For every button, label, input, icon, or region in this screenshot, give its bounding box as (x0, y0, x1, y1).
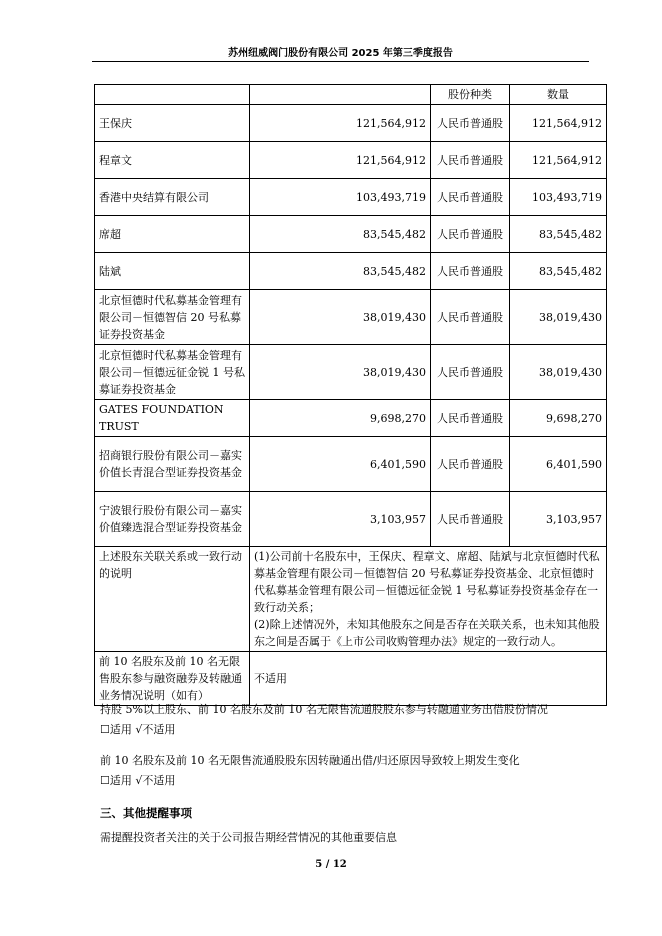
holder-quantity: 121,564,912 (510, 105, 607, 142)
holder-share-type: 人民币普通股 (431, 105, 510, 142)
holder-share-type: 人民币普通股 (431, 179, 510, 216)
table-row (95, 179, 607, 216)
holder-shares: 83,545,482 (250, 216, 431, 253)
header-cell-shares (250, 85, 431, 105)
holder-quantity: 9,698,270 (510, 400, 607, 437)
header-cell-share-type: 股份种类 (431, 85, 510, 105)
holder-quantity: 6,401,590 (510, 437, 607, 492)
table-row (95, 105, 607, 142)
holder-shares: 38,019,430 (250, 345, 431, 400)
holder-quantity: 38,019,430 (510, 345, 607, 400)
holder-name: 宁波银行股份有限公司－嘉实价值臻选混合型证券投资基金 (95, 492, 250, 547)
related-party-note-2: (2)除上述情况外，未知其他股东之间是否存在关联关系，也未知其他股东之间是否属于《上市公司收购管理办法》规定的一致行动人。 (254, 618, 600, 648)
refinancing-change-paragraph (100, 751, 520, 791)
holder-name: 席超 (95, 216, 250, 253)
holder-quantity: 83,545,482 (510, 216, 607, 253)
refinancing-lending-text: 持股 5%以上股东、前 10 名股东及前 10 名无限售流通股股东参与转融通业务出借股份情况 (100, 703, 548, 716)
header-cell-quantity: 数量 (510, 85, 607, 105)
holder-name: 招商银行股份有限公司－嘉实价值长青混合型证券投资基金 (95, 437, 250, 492)
holder-shares: 38,019,430 (250, 290, 431, 345)
page-number: 5 / 12 (315, 859, 347, 870)
refinancing-lending-options: ☐适用 √不适用 (100, 723, 176, 736)
refinancing-change-options: ☐适用 √不适用 (100, 774, 176, 787)
holder-share-type: 人民币普通股 (431, 400, 510, 437)
holder-share-type: 人民币普通股 (431, 216, 510, 253)
holder-quantity: 121,564,912 (510, 142, 607, 179)
holder-shares: 83,545,482 (250, 253, 431, 290)
margin-trading-label: 前 10 名股东及前 10 名无限售股东参与融资融券及转融通业务情况说明（如有） (95, 652, 250, 706)
holder-name: GATES FOUNDATION TRUST (95, 400, 250, 437)
table-row (95, 216, 607, 253)
related-party-note-1: (1)公司前十名股东中，王保庆、程章文、席超、陆斌与北京恒德时代私募基金管理有限公司－恒德智信 20 号私募证券投资基金、北京恒德时代私募基金管理有限公司－恒德远征金锐 1 号私募证券投资基金存在一致行动关系； (254, 550, 600, 614)
holder-shares: 9,698,270 (250, 400, 431, 437)
refinancing-change-text: 前 10 名股东及前 10 名无限售流通股股东因转融通出借/归还原因导致较上期发生变化 (100, 754, 520, 767)
holder-share-type: 人民币普通股 (431, 142, 510, 179)
holder-name: 陆斌 (95, 253, 250, 290)
related-party-note (250, 547, 607, 652)
holder-share-type: 人民币普通股 (431, 345, 510, 400)
section-title: 三、其他提醒事项 (100, 806, 192, 820)
holder-name: 北京恒德时代私募基金管理有限公司－恒德智信 20 号私募证券投资基金 (95, 290, 250, 345)
holder-share-type: 人民币普通股 (431, 253, 510, 290)
holder-shares: 103,493,719 (250, 179, 431, 216)
holder-quantity: 3,103,957 (510, 492, 607, 547)
holder-quantity: 38,019,430 (510, 290, 607, 345)
table-row (95, 290, 607, 345)
header-cell-name (95, 85, 250, 105)
holder-share-type: 人民币普通股 (431, 437, 510, 492)
margin-trading-value: 不适用 (250, 652, 607, 706)
table-row (95, 492, 607, 547)
section-body: 需提醒投资者关注的关于公司报告期经营情况的其他重要信息 (100, 831, 397, 844)
holder-name: 程章文 (95, 142, 250, 179)
table-header-row (95, 85, 607, 105)
holder-shares: 121,564,912 (250, 142, 431, 179)
table-row (95, 400, 607, 437)
related-party-row (95, 547, 607, 652)
holder-shares: 3,103,957 (250, 492, 431, 547)
holder-name: 北京恒德时代私募基金管理有限公司－恒德远征金锐 1 号私募证券投资基金 (95, 345, 250, 400)
table-row (95, 253, 607, 290)
holder-share-type: 人民币普通股 (431, 290, 510, 345)
refinancing-lending-paragraph (100, 700, 548, 740)
table-row (95, 345, 607, 400)
holder-shares: 121,564,912 (250, 105, 431, 142)
related-party-label: 上述股东关联关系或一致行动的说明 (95, 547, 250, 652)
report-header: 苏州纽威阀门股份有限公司 2025 年第三季度报告 (228, 48, 453, 59)
top-holders-table (94, 84, 607, 706)
holder-quantity: 103,493,719 (510, 179, 607, 216)
header-divider (92, 61, 589, 62)
holder-quantity: 83,545,482 (510, 253, 607, 290)
holder-name: 王保庆 (95, 105, 250, 142)
margin-trading-row (95, 652, 607, 706)
holder-share-type: 人民币普通股 (431, 492, 510, 547)
table-row (95, 142, 607, 179)
table-row (95, 437, 607, 492)
holder-shares: 6,401,590 (250, 437, 431, 492)
holder-name: 香港中央结算有限公司 (95, 179, 250, 216)
